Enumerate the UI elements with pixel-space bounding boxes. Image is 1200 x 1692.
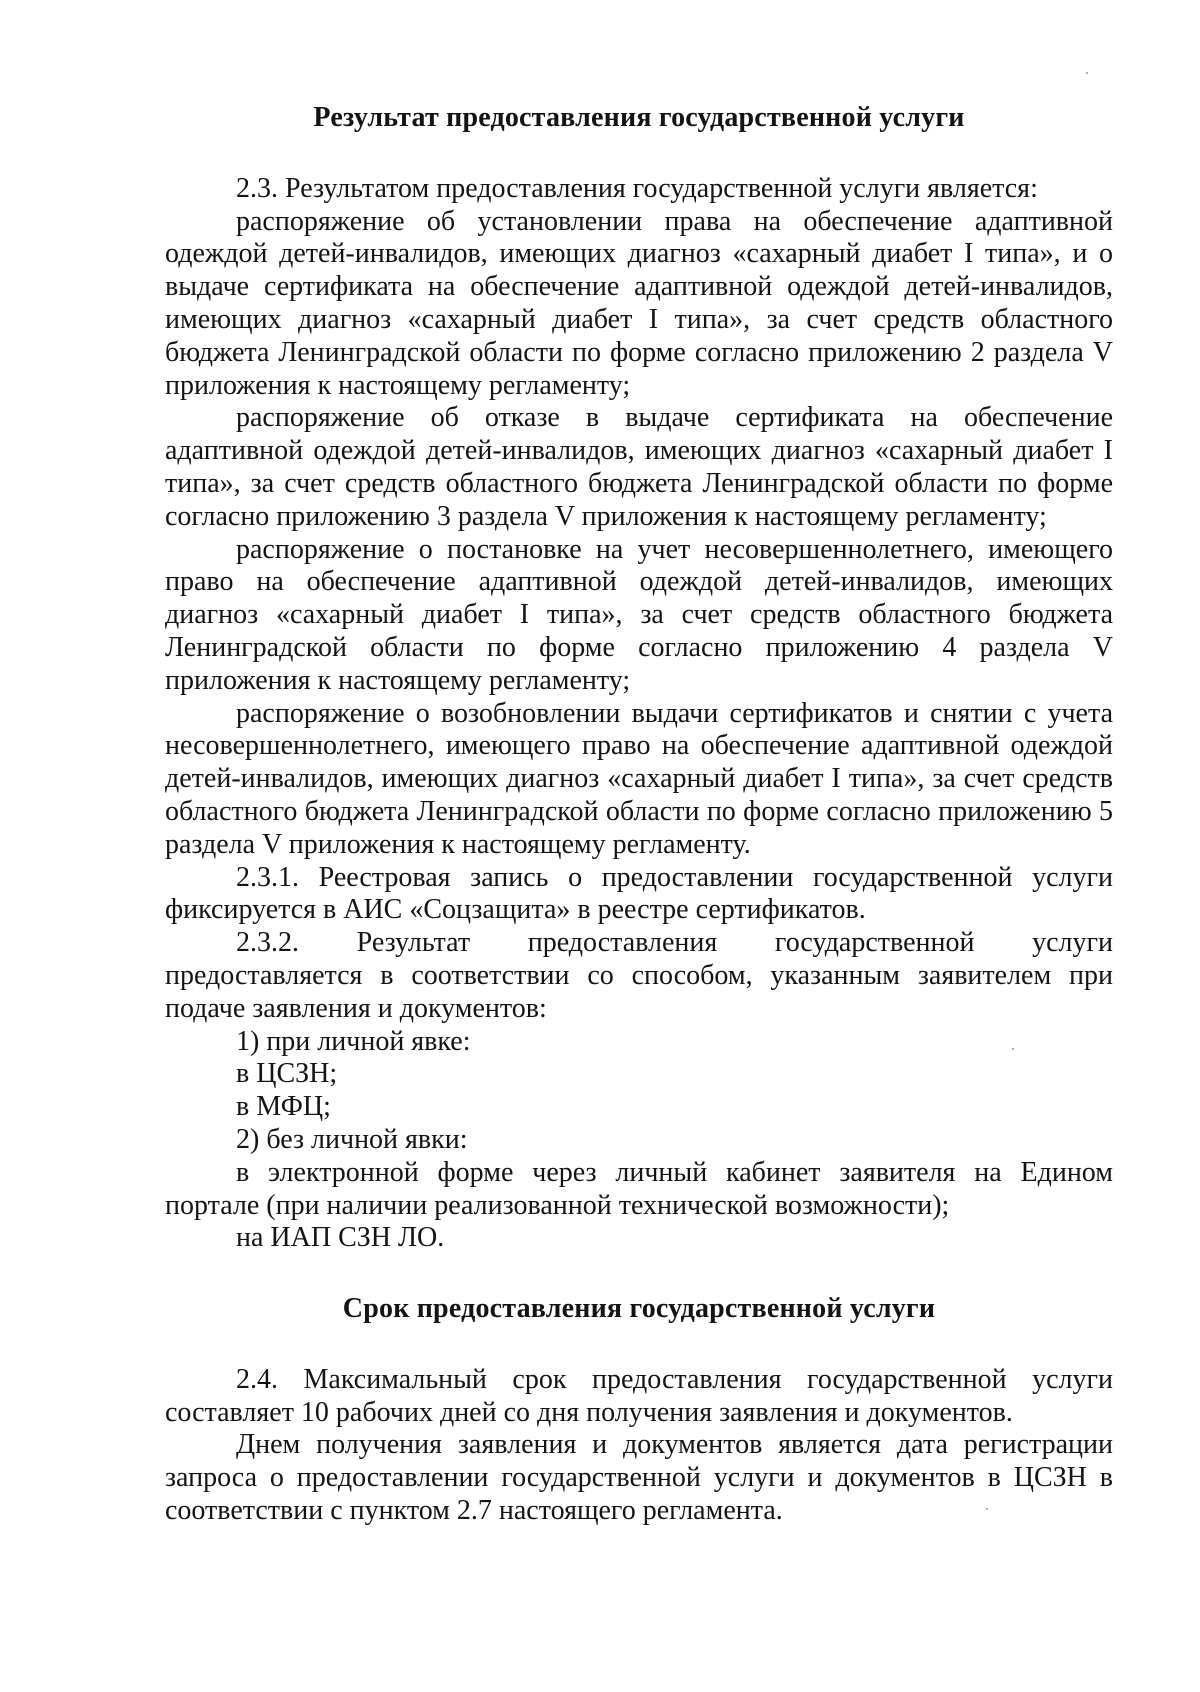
paragraph-order-resumption: распоряжение о возобновлении выдачи сертификатов и снятии с учета несовершеннолетнего, имеющего право на обеспечение адаптивной одеждой детей-инвалидов, имеющих диагноз «сахарный диабет I типа», за счет средств областного бюджета Ленинградской области по форме согласно приложению 5 раздела V приложения к настоящему регламенту. — [165, 697, 1113, 860]
paragraph-2-3: 2.3. Результатом предоставления государственной услуги является: — [236, 172, 1038, 204]
list-item-mfc: в МФЦ; — [236, 1091, 331, 1123]
document-body — [165, 102, 1113, 1528]
section-heading-term: Срок предоставления государственной услуги — [342, 1293, 936, 1325]
list-item-no-visit: 2) без личной явки: — [236, 1123, 468, 1155]
paragraph-2-3-1: 2.3.1. Реестровая запись о предоставлении государственной услуги фиксируется в АИС «Соцзащита» в реестре сертификатов. — [165, 861, 1113, 926]
list-item-personal-visit: 1) при личной явке: — [236, 1025, 471, 1057]
paragraph-order-refusal: распоряжение об отказе в выдаче сертификата на обеспечение адаптивной одеждой детей-инвалидов, имеющих диагноз «сахарный диабет I типа», за счет средств областного бюджета Ленинградской области по форме согласно приложению 3 раздела V приложения к настоящему регламенту; — [165, 402, 1113, 532]
list-item-iap: на ИАП СЗН ЛО. — [236, 1222, 445, 1254]
scan-speck — [986, 1508, 988, 1510]
section-heading-result: Результат предоставления государственной услуги — [313, 102, 965, 133]
list-item-cszn: в ЦСЗН; — [236, 1058, 338, 1090]
scan-speck — [1086, 72, 1088, 74]
paragraph-2-4: 2.4. Максимальный срок предоставления государственной услуги составляет 10 рабочих дней со дня получения заявления и документов. — [165, 1363, 1113, 1428]
scan-speck — [1012, 1048, 1014, 1050]
paragraph-2-3-2: 2.3.2. Результат предоставления государственной услуги предоставляется в соответствии со способом, указанным заявителем при подаче заявления и документов: — [165, 927, 1113, 1024]
paragraph-order-establish-right: распоряжение об установлении права на обеспечение адаптивной одеждой детей-инвалидов, имеющих диагноз «сахарный диабет I типа», и о выдаче сертификата на обеспечение адаптивной одеждой детей-инвалидов, имеющих диагноз «сахарный диабет I типа», за счет средств областного бюджета Ленинградской области по форме согласно приложению 2 раздела V приложения к настоящему регламенту; — [165, 205, 1113, 401]
paragraph-order-registration: распоряжение о постановке на учет несовершеннолетнего, имеющего право на обеспечение адаптивной одеждой детей-инвалидов, имеющих диагноз «сахарный диабет I типа», за счет средств областного бюджета Ленинградской области по форме согласно приложению 4 раздела V приложения к настоящему регламенту; — [165, 533, 1113, 696]
paragraph-receipt-date: Днем получения заявления и документов является дата регистрации запроса о предоставлении государственной услуги и документов в ЦСЗН в соответствии с пунктом 2.7 настоящего регламента. — [165, 1429, 1113, 1527]
list-item-electronic-form: в электронной форме через личный кабинет заявителя на Едином портале (при наличии реализованной технической возможности); — [165, 1156, 1113, 1221]
